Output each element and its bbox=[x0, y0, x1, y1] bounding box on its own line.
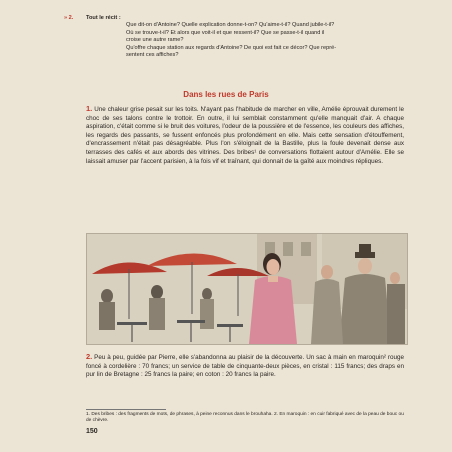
footnote-divider bbox=[86, 409, 166, 410]
paragraph-2 bbox=[86, 353, 404, 380]
questions-block bbox=[64, 15, 411, 59]
question-line: sentent ces affiches? bbox=[126, 52, 179, 59]
footnotes: 1. Des bribes : des fragments de mots, de phrases, à peine reconnus dans le brouhaha. 2. En maroquin : en cuir fabriqué avec de la peau de bouc ou de chèvre. bbox=[86, 412, 404, 423]
paragraph-number: 1. bbox=[86, 104, 93, 113]
paragraph-text: Une chaleur grise pesait sur les toits. N'ayant pas l'habitude de marcher en ville, Amélie éprouvait durement le choc de ses talons contre le trottoir. En outre, il lui semblait constamment qu'elle manquait d'air. A chaque aspiration, c'était comme si le bruit des voitures, l'odeur de la poussière et de l'essence, les couleurs des affiches, les regards des passants, se fussent enfoncés plus profondément en elle. Mais cette sensation d'étouffement, d'encrassement n'était pas désagréable. Plus l'on s'éloignait de la Bastille, plus la foule devenait dense aux terrasses des cafés et aux abords des vitrines. Des bribes¹ de conversations flottaient autour d'Amélie. Elle se laissait amuser par l'accent parisien, à la fois vif et traînant, qui donnait de la gaîté aux moindres répliques. bbox=[86, 106, 404, 165]
question-heading: Tout le récit : bbox=[86, 15, 121, 21]
paragraph-1 bbox=[86, 105, 404, 166]
paragraph-text: Peu à peu, guidée par Pierre, elle s'abandonna au plaisir de la découverte. Un sac à main en maroquin² rouge foncé à cordelière : 70 francs; un service de table de cinquante-deux pièces, en cristal : 115 francs; des draps en pur lin de Bretagne : 25 francs la paire; en coton : 20 francs la paire. bbox=[86, 354, 405, 379]
question-line: Qu'offre chaque station aux regards d'Antoine? De quoi est fait ce décor? Que repré- bbox=[126, 44, 337, 51]
question-line: Que dit-on d'Antoine? Quelle explication donne-t-on? Qu'aime-t-il? Quand jubile-t-il? bbox=[126, 22, 335, 29]
page-number: 150 bbox=[86, 428, 98, 435]
question-line: Où se trouve-t-il? Et alors que voit-il et que ressent-il? Que se passe-t-il quand il bbox=[126, 29, 325, 36]
question-line: croise une autre rame? bbox=[126, 37, 184, 44]
street-cafe-illustration bbox=[86, 233, 408, 345]
section-title: Dans les rues de Paris bbox=[183, 90, 269, 99]
paragraph-number: 2. bbox=[86, 352, 93, 361]
question-number: » 2. bbox=[64, 15, 74, 21]
